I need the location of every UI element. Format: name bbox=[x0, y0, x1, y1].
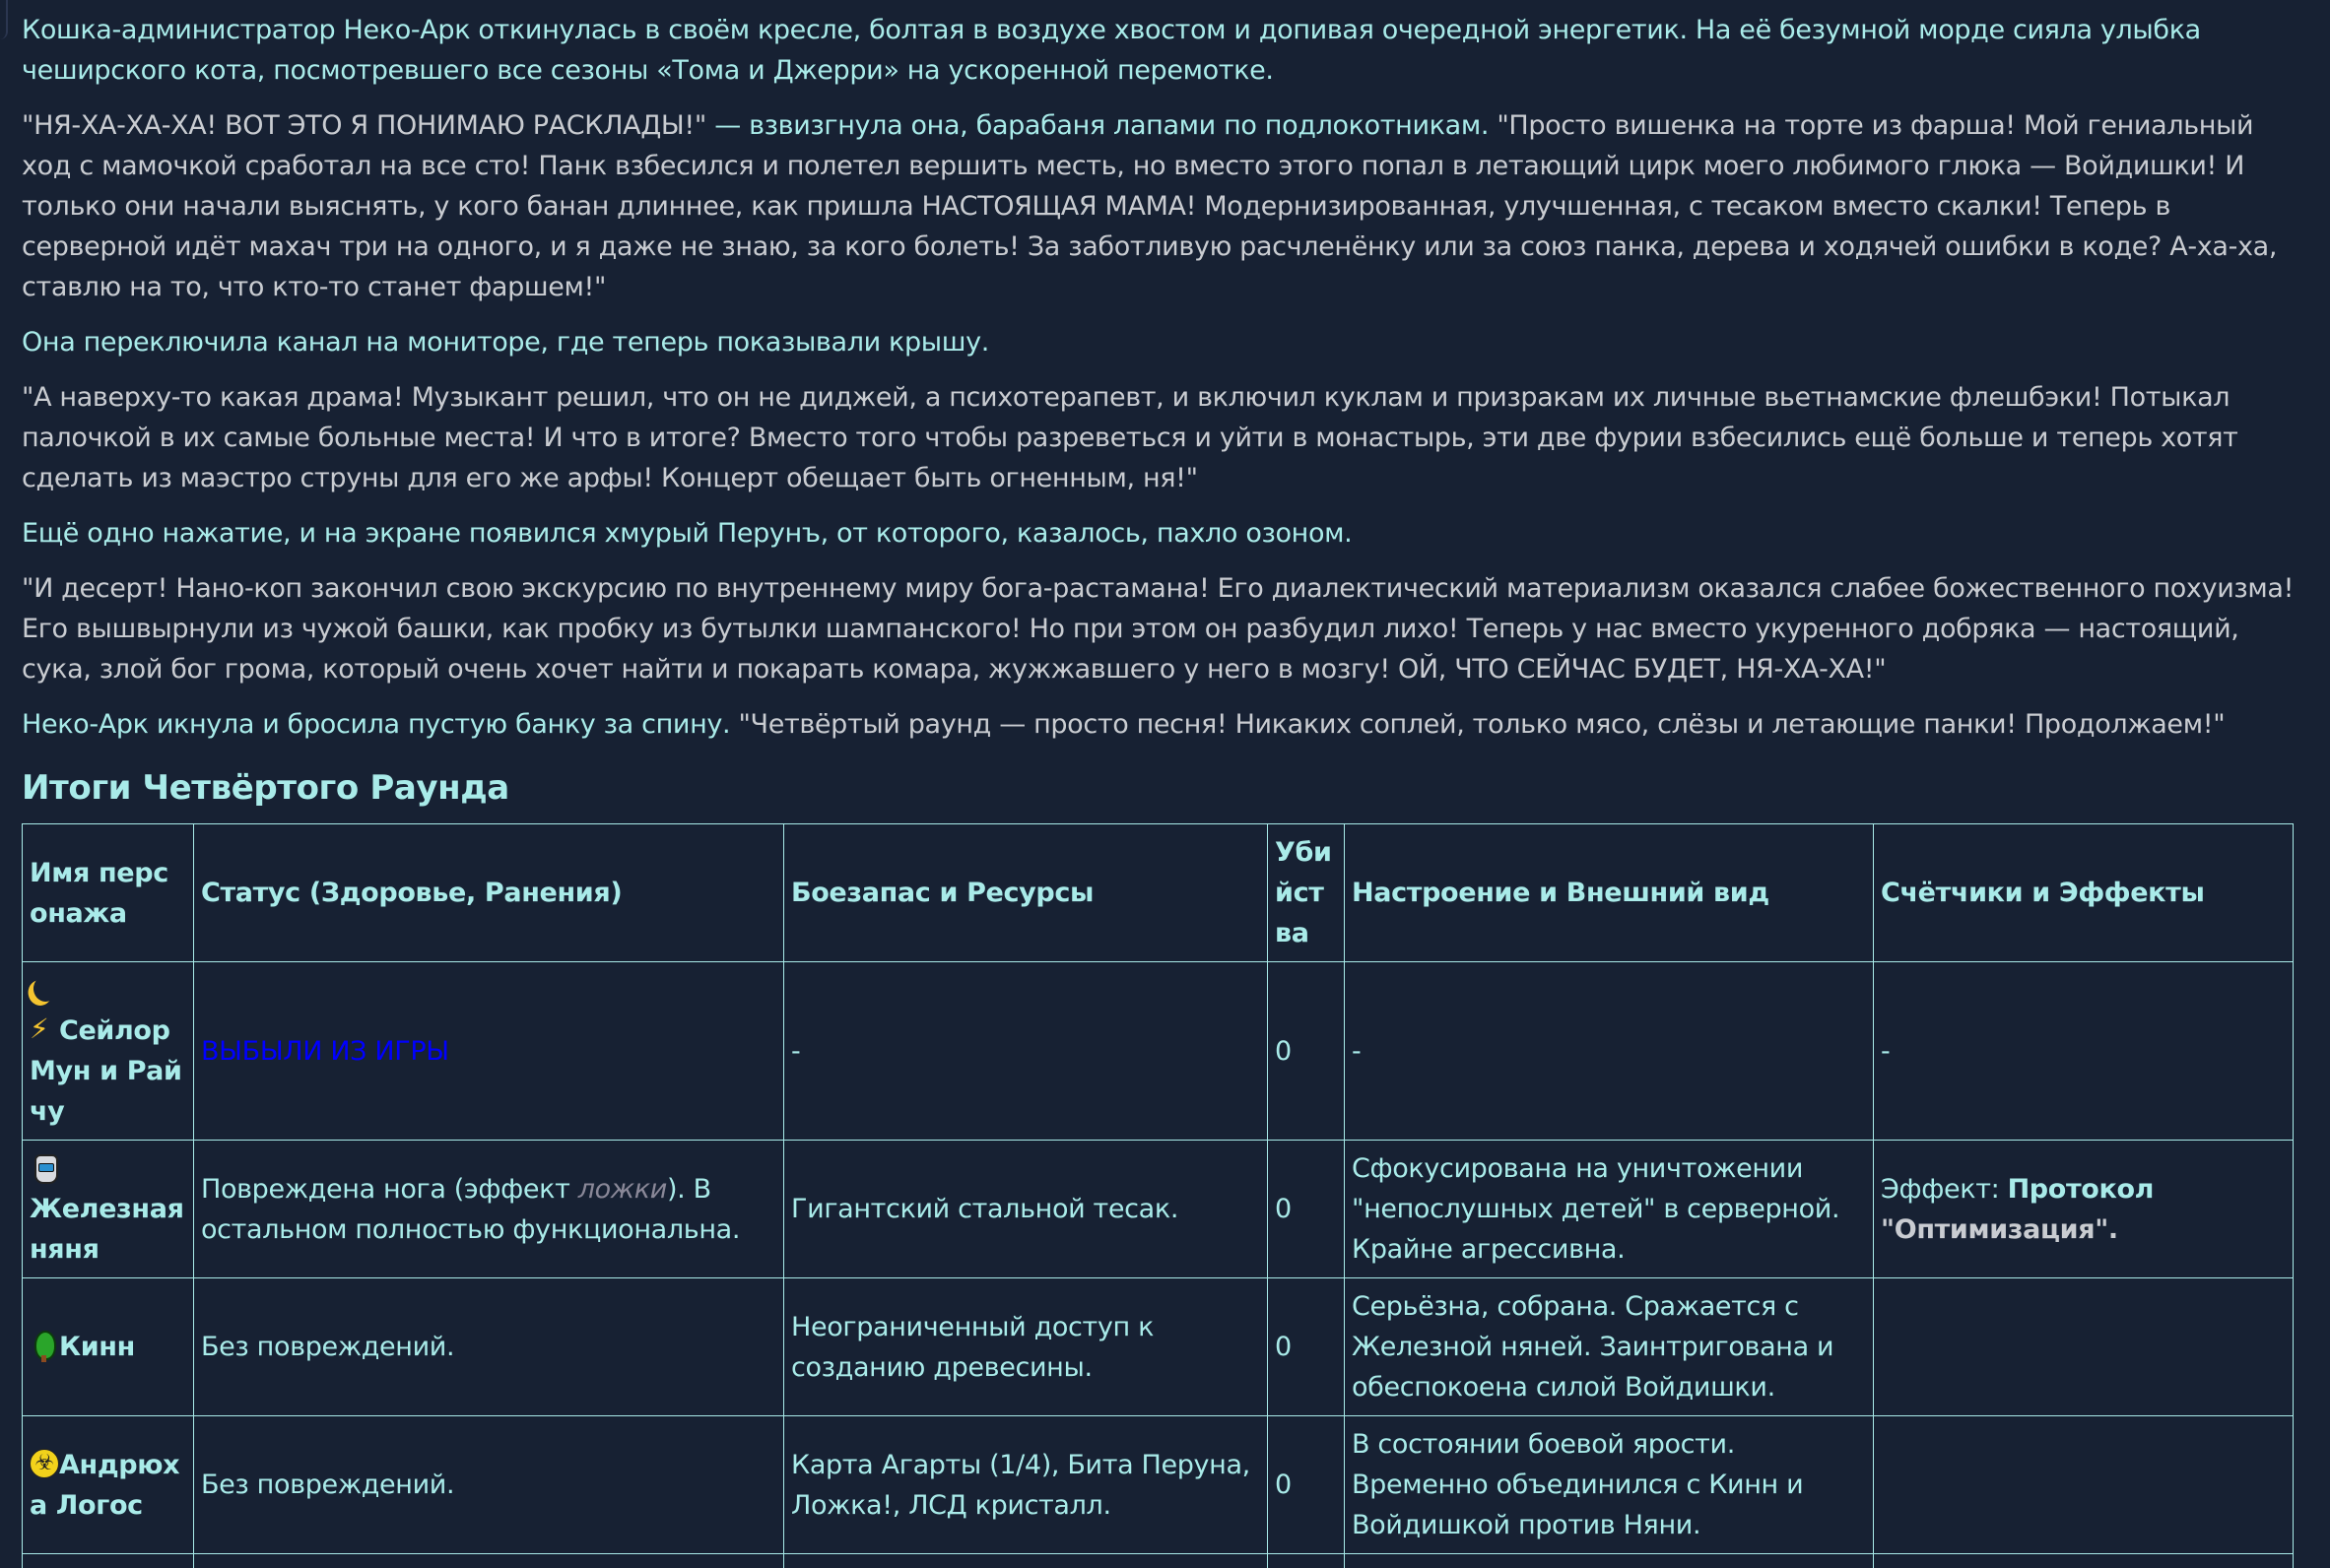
summary-title: Итоги Четвёртого Раунда bbox=[22, 768, 509, 808]
character-name-cell bbox=[23, 1278, 194, 1416]
chat-message bbox=[22, 10, 2297, 1568]
speech-text: "НЯ-ХА-ХА-ХА! ВОТ ЭТО Я ПОНИМАЮ РАСКЛАДЫ!" bbox=[22, 110, 715, 141]
column-header-mood: Настроение и Внешний вид bbox=[1345, 824, 1874, 962]
scroll-edge-decoration bbox=[0, 0, 8, 39]
round-summary-table bbox=[22, 823, 2294, 1568]
character-name: Железная няня bbox=[30, 1194, 184, 1265]
speech-text: "И десерт! Нано-коп закончил свою экскурсию по внутреннему миру бога-растамана! Его диалектический материализм оказался слабее божественного похуизма! Его вышвырнули из чужой башки, как пробку из бутылки шампанского! Но при этом он разбудил лихо! Теперь у нас вместо укуренного добряка — настоящий, сука, злой бог грома, который очень хочет найти и покарать комара, жужжавшего у него в мозгу! ОЙ, ЧТО СЕЙЧАС БУДЕТ, НЯ-ХА-ХА!" bbox=[22, 573, 2295, 685]
status-text: ). В остальном полностью функциональна. bbox=[201, 1173, 741, 1245]
effects-cell: - bbox=[1874, 962, 2294, 1141]
character-name-cell bbox=[23, 1554, 194, 1568]
ammo-cell bbox=[784, 1554, 1268, 1568]
story-paragraph-1 bbox=[22, 10, 2297, 91]
kills-cell: 0 bbox=[1268, 1416, 1345, 1554]
speech-text: "Четвёртый раунд — просто песня! Никаких соплей, только мясо, слёзы и летающие панки! Продолжаем!" bbox=[738, 709, 2226, 740]
status-cell bbox=[194, 1554, 784, 1568]
character-name-cell bbox=[23, 962, 194, 1141]
column-header-ammo: Боезапас и Ресурсы bbox=[784, 824, 1268, 962]
table-header-row bbox=[23, 824, 2294, 962]
tree-icon bbox=[30, 1331, 59, 1360]
effects-cell bbox=[1874, 1141, 2294, 1278]
table-row bbox=[23, 1416, 2294, 1554]
speech-text: "А наверху-то какая драма! Музыкант решил, что он не диджей, а психотерапевт, и включил куклам и призракам их личные вьетнамские флешбэки! Потыкал палочкой в их самые больные места! И что в итоге? Вместо того чтобы разреветься и уйти в монастырь, эти две фурии взбесились ещё больше и теперь хотят сделать из маэстро струны для его же арфы! Концерт обещает быть огненным, ня!" bbox=[22, 382, 2238, 493]
story-paragraph-2 bbox=[22, 105, 2297, 307]
status-cell bbox=[194, 962, 784, 1141]
mood-cell: Серьёзна, собрана. Сражается с Железной няней. Заинтригована и обеспокоена силой Войдишки. bbox=[1345, 1278, 1874, 1416]
column-header-name: Имя персонажа bbox=[23, 824, 194, 962]
character-name: Сейлор Мун и Райчу bbox=[30, 1015, 182, 1127]
character-name: Андрюха Логос bbox=[30, 1449, 180, 1521]
narration-text: Неко-Арк икнула и бросила пустую банку за спину. bbox=[22, 709, 739, 740]
status-cell: Без повреждений. bbox=[194, 1416, 784, 1554]
ammo-cell: Неограниченный доступ к созданию древесины. bbox=[784, 1278, 1268, 1416]
effects-cell bbox=[1874, 1554, 2294, 1568]
effects-value: Протокол bbox=[2007, 1173, 2155, 1205]
moon-icon bbox=[30, 974, 59, 1004]
kills-cell: 0 bbox=[1268, 1141, 1345, 1278]
table-row bbox=[23, 1141, 2294, 1278]
story-paragraph-6 bbox=[22, 568, 2297, 689]
column-header-status: Статус (Здоровье, Ранения) bbox=[194, 824, 784, 962]
eliminated-status: ВЫБЫЛИ ИЗ ИГРЫ bbox=[201, 1035, 449, 1067]
story-paragraph-5 bbox=[22, 513, 2297, 554]
status-text: Повреждена нога (эффект bbox=[201, 1173, 578, 1205]
story-paragraph-7 bbox=[22, 704, 2297, 745]
narration-text: Она переключила канал на мониторе, где теперь показывали крышу. bbox=[22, 327, 989, 358]
story-paragraph-4 bbox=[22, 377, 2297, 498]
ammo-cell: Гигантский стальной тесак. bbox=[784, 1141, 1268, 1278]
speech-text: "Просто вишенка на торте из фарша! Мой гениальный ход с мамочкой сработал на все сто! Панк взбесился и полетел вершить месть, но вместо этого попал в летающий цирк моего любимого глюка — Войдишки! И только они начали выяснять, у кого банан длиннее, как пришла НАСТОЯЩАЯ МАМА! Модернизированная, улучшенная, с тесаком вместо скалки! Теперь в серверной идёт махач три на одного, и я даже не знаю, за кого болеть! За заботливую расчленёнку или за союз панка, дерева и ходячей ошибки в коде? А-ха-ха, ставлю на то, что кто-то станет фаршем!" bbox=[22, 110, 2278, 302]
narration-text: Ещё одно нажатие, и на экране появился хмурый Перунъ, от которого, казалось, пахло озоном. bbox=[22, 518, 1353, 549]
mood-cell: - bbox=[1345, 962, 1874, 1141]
character-name: Кинн bbox=[59, 1332, 135, 1362]
biohazard-icon bbox=[30, 1449, 59, 1478]
mood-cell bbox=[1345, 1554, 1874, 1568]
ammo-cell: - bbox=[784, 962, 1268, 1141]
kills-cell bbox=[1268, 1554, 1345, 1568]
robot-icon bbox=[30, 1152, 59, 1182]
column-header-effects: Счётчики и Эффекты bbox=[1874, 824, 2294, 962]
table-row bbox=[23, 1278, 2294, 1416]
character-name-cell bbox=[23, 1141, 194, 1278]
effects-value: "Оптимизация". bbox=[1881, 1213, 2118, 1245]
story-text bbox=[22, 10, 2297, 745]
status-cell bbox=[194, 1141, 784, 1278]
table-row bbox=[23, 962, 2294, 1141]
status-cell: Без повреждений. bbox=[194, 1278, 784, 1416]
kills-cell: 0 bbox=[1268, 1278, 1345, 1416]
column-header-kills: Убийства bbox=[1268, 824, 1345, 962]
table-row bbox=[23, 1554, 2294, 1568]
effects-cell bbox=[1874, 1278, 2294, 1416]
ammo-cell: Карта Агарты (1/4), Бита Перуна, Ложка!, ЛСД кристалл. bbox=[784, 1416, 1268, 1554]
story-paragraph-3 bbox=[22, 322, 2297, 362]
effects-label: Эффект: bbox=[1881, 1173, 2008, 1205]
narration-text: Кошка-администратор Неко-Арк откинулась в своём кресле, болтая в воздухе хвостом и допивая очередной энергетик. На её безумной морде сияла улыбка чеширского кота, посмотревшего все сезоны «Тома и Джерри» на ускоренной перемотке. bbox=[22, 15, 2201, 86]
character-name-cell bbox=[23, 1416, 194, 1554]
status-emphasis: ложки bbox=[577, 1173, 667, 1205]
effects-cell bbox=[1874, 1416, 2294, 1554]
mood-cell: В состоянии боевой ярости. Временно объединился с Кинн и Войдишкой против Няни. bbox=[1345, 1416, 1874, 1554]
mood-cell: Сфокусирована на уничтожении "непослушных детей" в серверной. Крайне агрессивна. bbox=[1345, 1141, 1874, 1278]
lightning-bolt-icon bbox=[30, 1014, 59, 1044]
narration-text: — взвизгнула она, барабаня лапами по подлокотникам. bbox=[714, 110, 1498, 141]
kills-cell: 0 bbox=[1268, 962, 1345, 1141]
